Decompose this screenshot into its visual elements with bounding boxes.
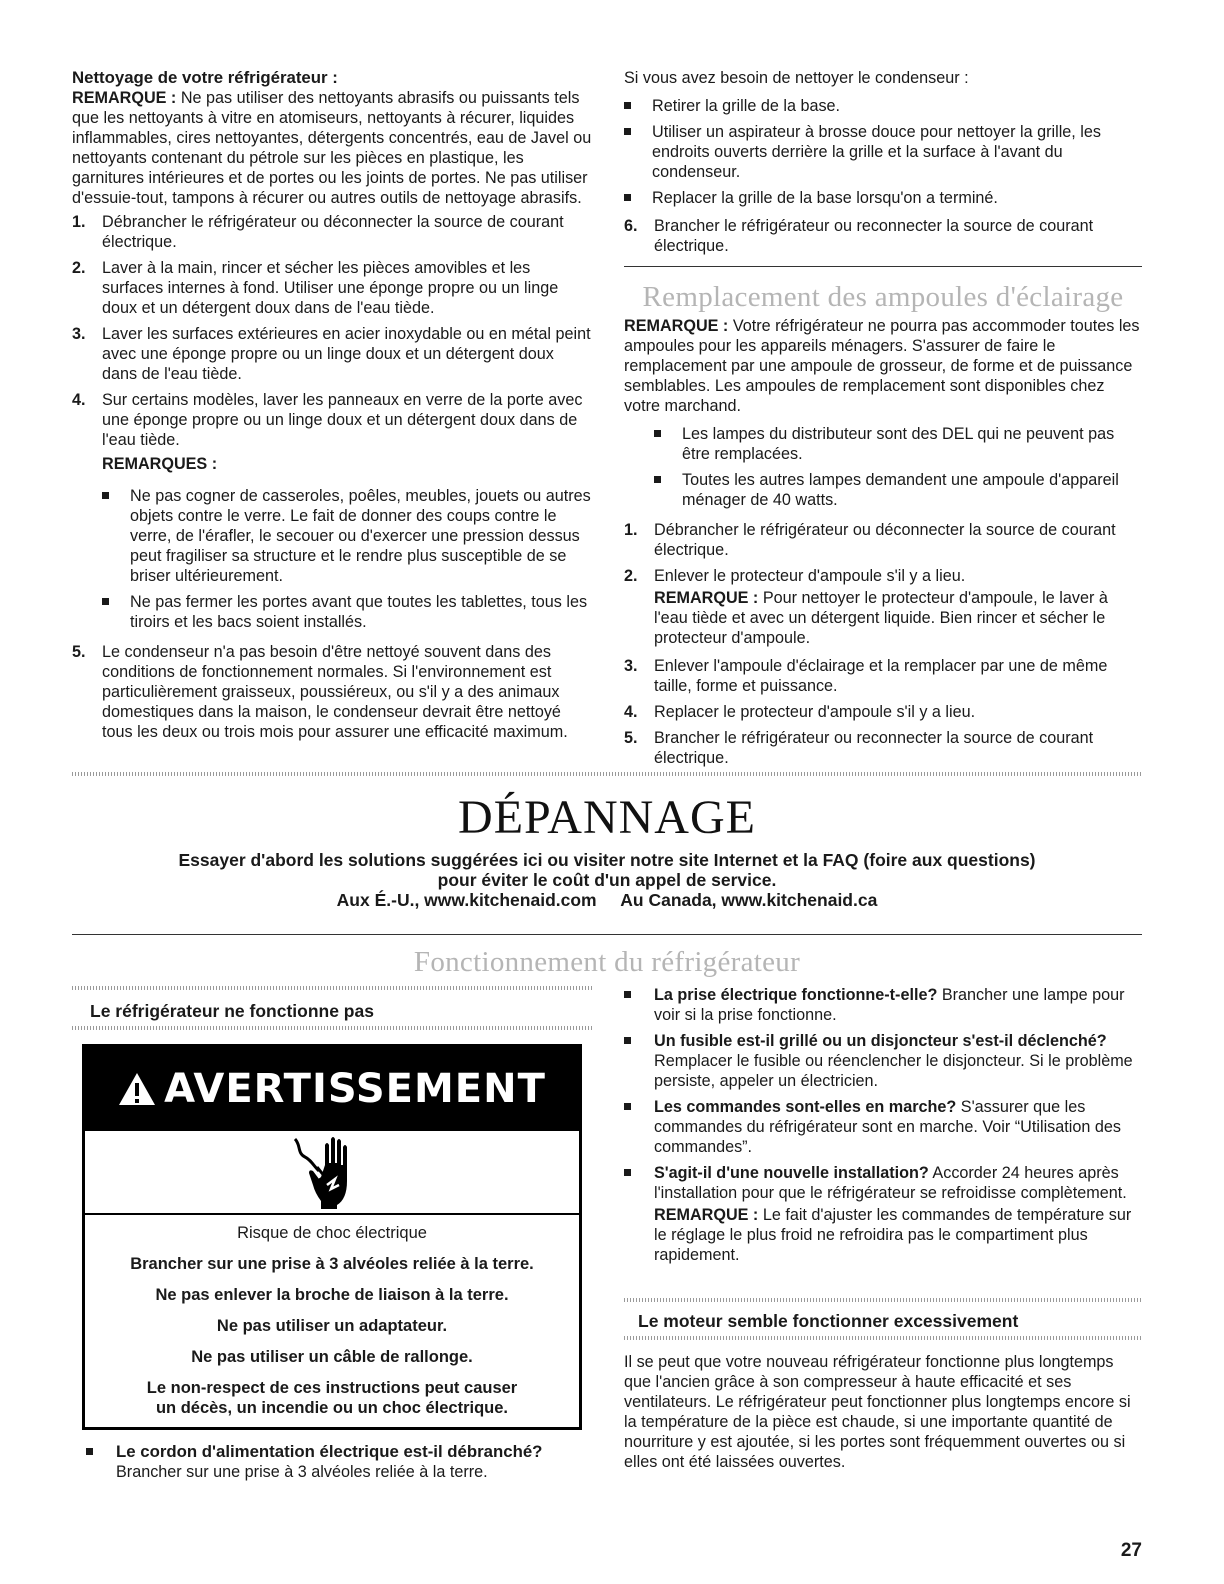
right-bottom: [624, 985, 1142, 1265]
bulb-step: 2. Enlever le protecteur d'ampoule s'il y a lieu.: [624, 567, 966, 585]
cleaning-step: 6. Brancher le réfrigérateur ou reconnecter la source de courant électrique.: [624, 217, 1094, 255]
troubleshoot-item: Les commandes sont-elles en marche? S'assurer que les commandes du réfrigérateur sont en marche. Voir “Utilisation des commandes”.: [624, 1097, 1142, 1157]
bullet-icon: [624, 102, 631, 109]
bullet-icon: [102, 492, 109, 499]
right-column: [624, 68, 1142, 262]
bullet-icon: [624, 1037, 631, 1044]
warning-line: Brancher sur une prise à 3 alvéoles reliée à la terre.: [130, 1255, 534, 1273]
bulb-step-note: REMARQUE : Pour nettoyer le protecteur d'ampoule, le laver à l'eau tiède et avec un détergent liquide. Bien rincer et sécher le protecteur d'ampoule.: [654, 589, 1108, 647]
divider: [72, 772, 1142, 776]
bullet-icon: [654, 430, 661, 437]
divider: [624, 266, 1142, 267]
divider: [72, 1026, 592, 1030]
left-column: [72, 68, 592, 748]
cleaning-note: REMARQUE : Ne pas utiliser des nettoyants abrasifs ou puissants tels que les nettoyants à vitre en atomiseurs, nettoyants à récurer, liquides inflammables, cires nettoyantes, détergents concentrés, eau de Javel ou nettoyants contenant du pétrole sur les pièces en plastique, les garnitures intérieures et de portes ou les joints de portes. Ne pas utiliser d'essuie-tout, tampons à récurer ou autres outils de nettoyage abrasifs.: [72, 89, 592, 207]
electric-shock-hand-icon: [291, 1135, 371, 1211]
bullet-icon: [624, 128, 631, 135]
depannage-line: pour éviter le coût d'un appel de service.: [437, 870, 777, 890]
depannage-header: [72, 790, 1142, 910]
cleaning-step: 3. Laver les surfaces extérieures en acier inoxydable ou en métal peint avec une éponge propre ou un linge doux et un détergent doux dans de l'eau tiède.: [72, 325, 591, 383]
bullet-icon: [86, 1448, 93, 1455]
depannage-line: Essayer d'abord les solutions suggérées ici ou visiter notre site Internet et la FAQ (foire aux questions): [178, 850, 1036, 870]
condenser-bullet: Replacer la grille de la base lorsqu'on a terminé.: [624, 188, 1142, 208]
warning-text: [85, 1223, 579, 1418]
cleaning-title: Nettoyage de votre réfrigérateur :: [72, 68, 338, 87]
warning-consequence: Le non-respect de ces instructions peut causer un décès, un incendie ou un choc électrique.: [146, 1379, 518, 1417]
divider: [72, 986, 592, 990]
bulb-step: 3. Enlever l'ampoule d'éclairage et la remplacer par une de même taille, forme et puissance.: [624, 657, 1108, 695]
bulbs-section: [624, 280, 1142, 774]
depannage-links: Aux É.-U., www.kitchenaid.com Au Canada, www.kitchenaid.ca: [336, 890, 878, 910]
troubleshoot-item: Le cordon d'alimentation électrique est-il débranché? Brancher sur une prise à 3 alvéoles reliée à la terre.: [86, 1442, 592, 1482]
warning-risk: Risque de choc électrique: [237, 1224, 427, 1242]
divider: [624, 1336, 1142, 1340]
condenser-bullet: Utiliser un aspirateur à brosse douce pour nettoyer la grille, les endroits ouverts derrière la grille et la surface à l'avant du condenseur.: [624, 122, 1142, 182]
bullet-icon: [624, 1103, 631, 1110]
remarques-label: REMARQUES :: [102, 455, 218, 473]
page-title: DÉPANNAGE: [458, 791, 756, 844]
motor-paragraph: Il se peut que votre nouveau réfrigérateur fonctionne plus longtemps que l'ancien grâce à son compresseur à haute efficacité et ses ventilateurs. Le réfrigérateur peut fonctionner plus longtemps encore si la température de la pièce est chaude, si une importante quantité de nourriture y est ajoutée, si les portes sont fréquemment ouvertes ou si elles ont été laissées ouvertes.: [624, 1353, 1131, 1471]
divider: [624, 1298, 1142, 1302]
cleaning-step: 2. Laver à la main, rincer et sécher les pièces amovibles et les surfaces internes à fond. Utiliser une éponge propre ou un linge doux et un détergent doux dans de l'eau tiède.: [72, 259, 559, 317]
bullet-icon: [654, 476, 661, 483]
warning-triangle-icon: [118, 1072, 156, 1106]
section-title: Fonctionnement du réfrigérateur: [413, 946, 801, 978]
bulb-step: 5. Brancher le réfrigérateur ou reconnecter la source de courant électrique.: [624, 729, 1094, 767]
cleaning-step: 5. Le condenseur n'a pas besoin d'être nettoyé souvent dans des conditions de fonctionnement normales. Si l'environnement est particulièrement graisseux, poussiéreux, ou s'il y a des animaux domestiques dans la maison, le condenseur devrait être nettoyé tous les deux ou trois mois pour assurer une efficacité maximum.: [72, 643, 568, 741]
troubleshoot-note: REMARQUE : Le fait d'ajuster les commandes de température sur le réglage le plus froid ne refroidira pas le compartiment plus rapidement.: [654, 1206, 1132, 1264]
troubleshoot-item: La prise électrique fonctionne-t-elle? Brancher une lampe pour voir si la prise fonctionne.: [624, 985, 1142, 1025]
divider: [72, 934, 1142, 935]
left-bottom: [86, 1442, 592, 1488]
warning-box: [82, 1044, 582, 1430]
subheading: Le moteur semble fonctionner excessivement: [638, 1311, 1019, 1331]
warning-line: Ne pas utiliser un adaptateur.: [216, 1317, 448, 1335]
troubleshoot-item: Un fusible est-il grillé ou un disjoncteur s'est-il déclenché? Remplacer le fusible ou réenclencher le disjoncteur. Si le problème persiste, appeler un électricien.: [624, 1031, 1142, 1091]
remarque-bullet: Ne pas cogner de casseroles, poêles, meubles, jouets ou autres objets contre le verre. Le fait de donner des coups contre le verre, de l'érafler, le secouer ou d'exercer une pression dessus peut fragiliser sa structure et le rendre plus susceptible de se briser ultérieurement.: [72, 486, 592, 586]
bullet-icon: [624, 991, 631, 998]
bulbs-bullet: Toutes les autres lampes demandent une ampoule d'appareil ménager de 40 watts.: [624, 470, 1142, 510]
bulbs-bullet: Les lampes du distributeur sont des DEL qui ne peuvent pas être remplacées.: [624, 424, 1142, 464]
troubleshoot-item: S'agit-il d'une nouvelle installation? Accorder 24 heures après l'installation pour que le réfrigérateur se refroidisse complètement.: [624, 1163, 1142, 1203]
cleaning-step: 1. Débrancher le réfrigérateur ou déconnecter la source de courant électrique.: [72, 213, 564, 251]
cleaning-step: 4. Sur certains modèles, laver les panneaux en verre de la porte avec une éponge propre ou un linge doux et un détergent doux dans de l'eau tiède.: [72, 391, 583, 449]
bullet-icon: [624, 1169, 631, 1176]
warning-line: Ne pas enlever la broche de liaison à la terre.: [155, 1286, 509, 1304]
bullet-icon: [624, 194, 631, 201]
subheading: Le réfrigérateur ne fonctionne pas: [90, 1001, 374, 1021]
condenser-intro: Si vous avez besoin de nettoyer le condenseur :: [624, 69, 969, 87]
bulb-step: 4. Replacer le protecteur d'ampoule s'il y a lieu.: [624, 703, 976, 721]
warning-header: AVERTISSEMENT: [85, 1047, 579, 1131]
condenser-bullet: Retirer la grille de la base.: [624, 96, 1142, 116]
page-number: 27: [1120, 1540, 1142, 1561]
warning-line: Ne pas utiliser un câble de rallonge.: [191, 1348, 473, 1366]
warning-divider: [85, 1213, 579, 1215]
bulbs-title: Remplacement des ampoules d'éclairage: [642, 281, 1124, 313]
remarque-bullet: Ne pas fermer les portes avant que toutes les tablettes, tous les tiroirs et les bacs soient installés.: [72, 592, 592, 632]
bulbs-note: REMARQUE : Votre réfrigérateur ne pourra pas accommoder toutes les ampoules pour les appareils ménagers. S'assurer de faire le remplacement par une ampoule de grosseur, de forme et de puissance semblables. Les ampoules de remplacement sont disponibles chez votre marchand.: [624, 317, 1140, 415]
bulb-step: 1. Débrancher le réfrigérateur ou déconnecter la source de courant électrique.: [624, 521, 1116, 559]
bullet-icon: [102, 598, 109, 605]
